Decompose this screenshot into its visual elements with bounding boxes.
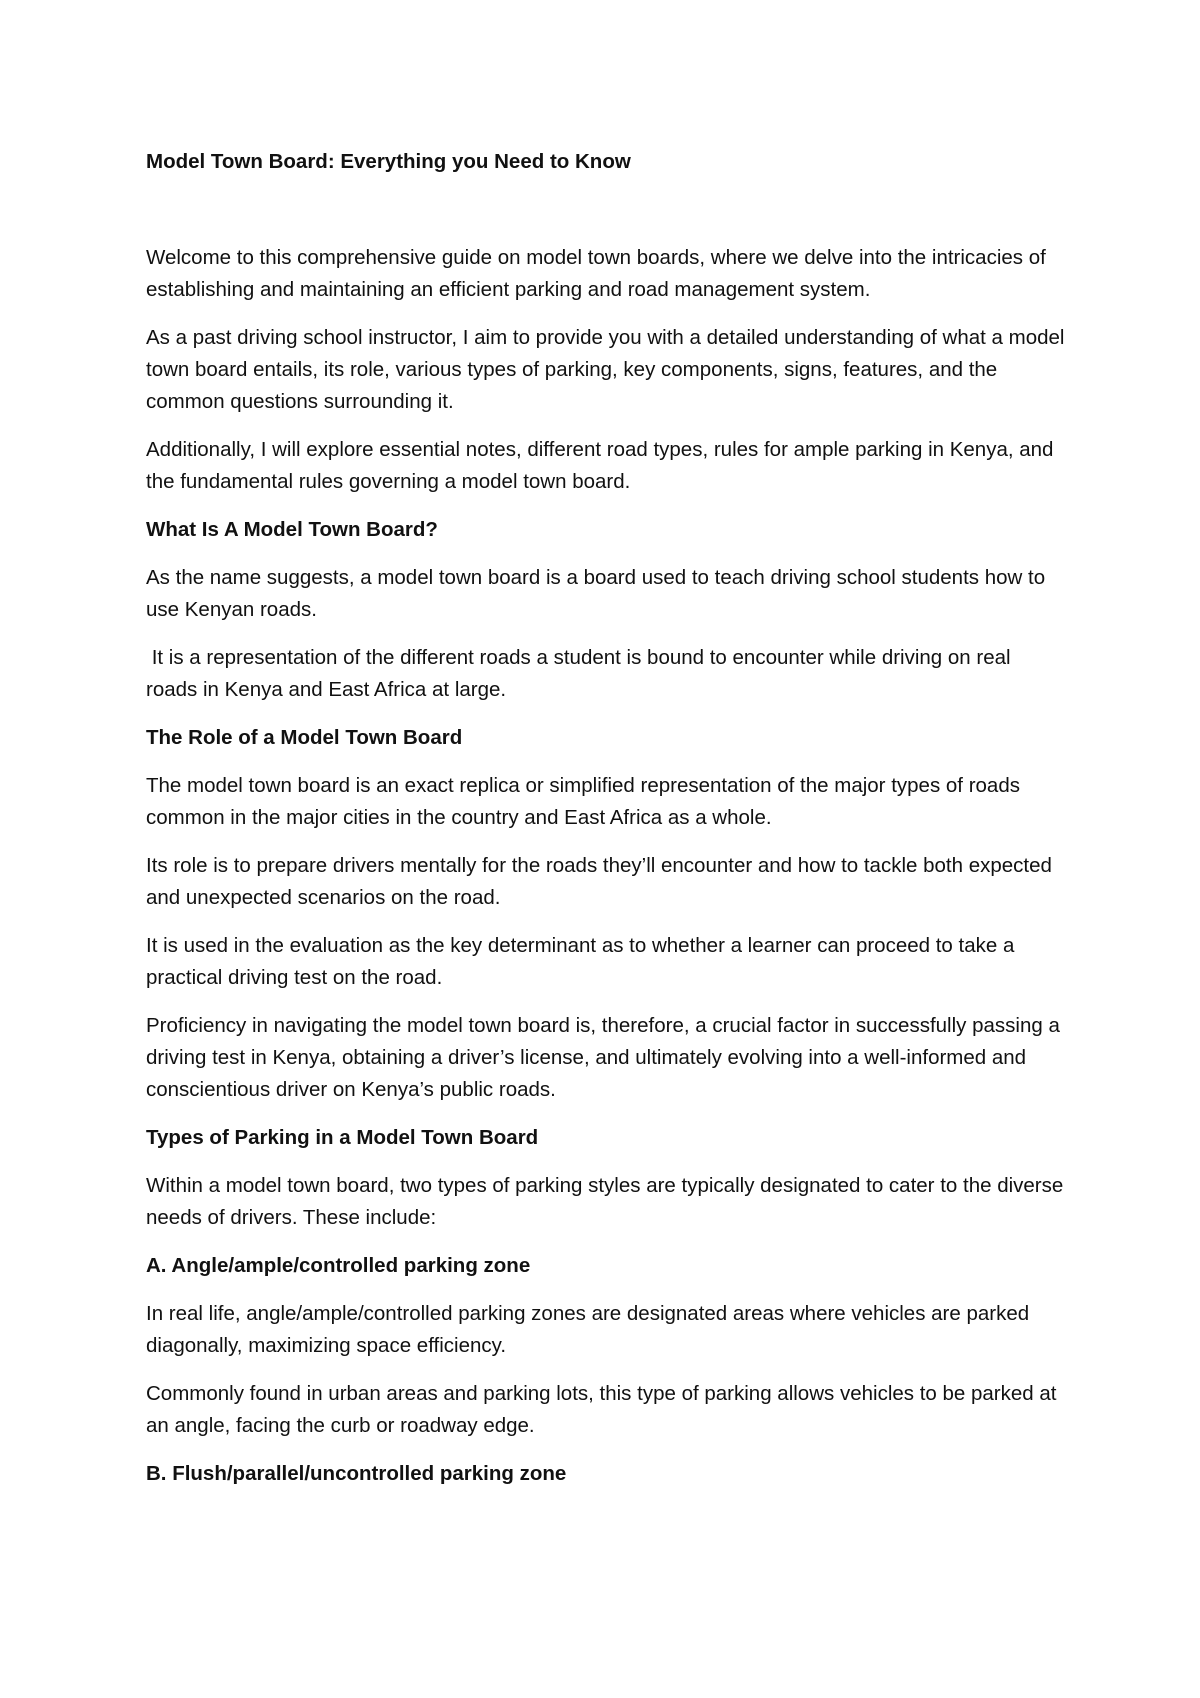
intro-paragraph: As a past driving school instructor, I aim to provide you with a detailed understanding of what a model town board entails, its role, various types of parking, key components, signs, features, and the common questions surrounding it.	[146, 326, 1065, 413]
body-paragraph: Commonly found in urban areas and parking lots, this type of parking allows vehicles to be parked at an angle, facing the curb or roadway edge.	[146, 1382, 1057, 1437]
body-paragraph: Within a model town board, two types of parking styles are typically designated to cater to the diverse needs of drivers. These include:	[146, 1174, 1064, 1229]
body-paragraph: Its role is to prepare drivers mentally for the roads they’ll encounter and how to tackle both expected and unexpected scenarios on the road.	[146, 854, 1052, 909]
body-paragraph: As the name suggests, a model town board is a board used to teach driving school students how to use Kenyan roads.	[146, 566, 1046, 621]
body-paragraph: The model town board is an exact replica or simplified representation of the major types of roads common in the major cities in the country and East Africa as a whole.	[146, 774, 1020, 829]
subheading-angle-parking: A. Angle/ample/controlled parking zone	[146, 1254, 531, 1277]
document-body	[146, 146, 1066, 1506]
intro-paragraph: Welcome to this comprehensive guide on model town boards, where we delve into the intricacies of establishing and maintaining an efficient parking and road management system.	[146, 246, 1046, 301]
body-paragraph: In real life, angle/ample/controlled parking zones are designated areas where vehicles are parked diagonally, maximizing space efficiency.	[146, 1302, 1030, 1357]
section-heading-parking-types: Types of Parking in a Model Town Board	[146, 1126, 539, 1149]
intro-paragraph: Additionally, I will explore essential notes, different road types, rules for ample parking in Kenya, and the fundamental rules governing a model town board.	[146, 438, 1054, 493]
document-title: Model Town Board: Everything you Need to Know	[146, 150, 631, 173]
section-heading-role: The Role of a Model Town Board	[146, 726, 463, 749]
body-paragraph: Proficiency in navigating the model town board is, therefore, a crucial factor in successfully passing a driving test in Kenya, obtaining a driver’s license, and ultimately evolving into a well-informed and conscientious driver on Kenya’s public roads.	[146, 1014, 1060, 1101]
body-paragraph: It is a representation of the different roads a student is bound to encounter while driving on real roads in Kenya and East Africa at large.	[146, 646, 1017, 701]
body-paragraph: It is used in the evaluation as the key determinant as to whether a learner can proceed to take a practical driving test on the road.	[146, 934, 1015, 989]
section-heading-what-is: What Is A Model Town Board?	[146, 518, 438, 541]
subheading-flush-parking: B. Flush/parallel/uncontrolled parking zone	[146, 1462, 567, 1485]
